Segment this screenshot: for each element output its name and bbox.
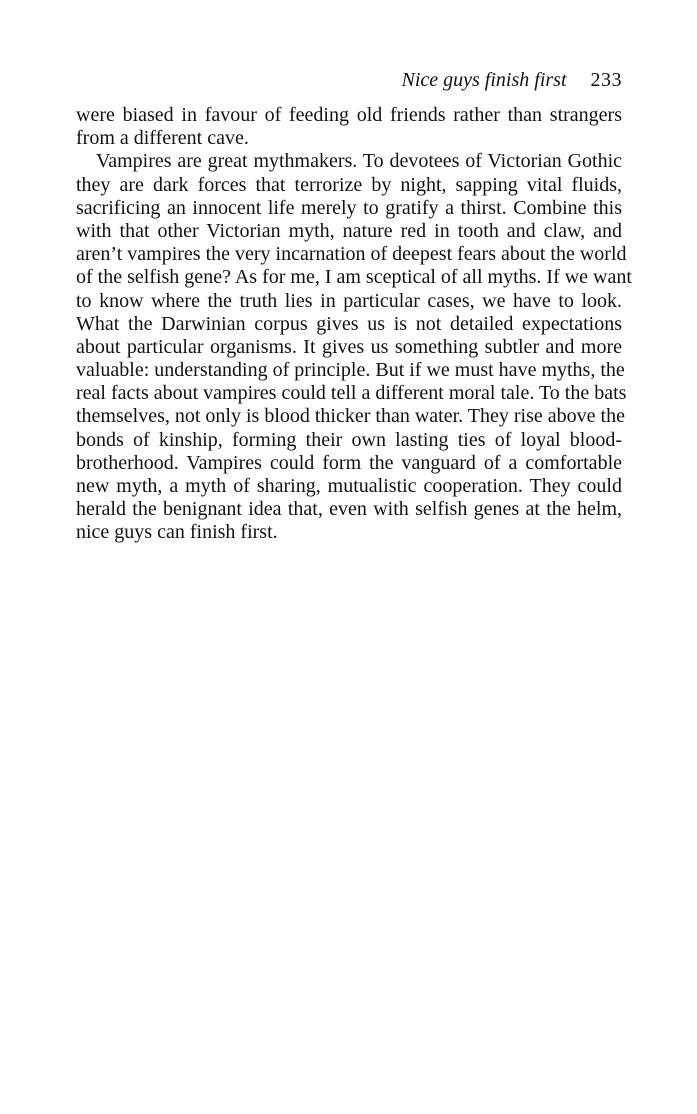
text-line: of the selfish gene? As for me, I am sceptical of all myths. If we want xyxy=(76,266,632,289)
text-line: themselves, not only is blood thicker than water. They rise above the xyxy=(76,405,625,428)
paragraph xyxy=(76,104,622,150)
running-header xyxy=(76,68,622,92)
text-line: real facts about vampires could tell a different moral tale. To the bats xyxy=(76,382,627,405)
text-line: Vampires are great mythmakers. To devotees of Victorian Gothic xyxy=(96,150,622,173)
body-text xyxy=(76,104,632,545)
text-line: valuable: understanding of principle. But if we must have myths, the xyxy=(76,359,625,382)
running-title: Nice guys finish first xyxy=(401,69,567,91)
text-line: bonds of kinship, forming their own lasting ties of loyal blood- xyxy=(76,428,622,451)
text-line: What the Darwinian corpus gives us is not detailed expectations xyxy=(76,312,622,335)
paragraph xyxy=(76,150,632,544)
text-line: new myth, a myth of sharing, mutualistic cooperation. They could xyxy=(76,475,622,497)
text-line: were biased in favour of feeding old friends rather than strangers xyxy=(76,104,622,126)
page-number: 233 xyxy=(590,69,622,91)
text-line: brotherhood. Vampires could form the vanguard of a comfortable xyxy=(76,451,622,474)
text-line: about particular organisms. It gives us something subtler and more xyxy=(76,335,622,358)
text-line: aren’t vampires the very incarnation of deepest fears about the world xyxy=(76,243,627,266)
text-line: sacrificing an innocent life merely to gratify a thirst. Combine this xyxy=(76,196,622,219)
text-line: nice guys can finish first. xyxy=(76,521,278,544)
text-line: with that other Victorian myth, nature red in tooth and claw, and xyxy=(76,219,622,242)
text-line: herald the benignant idea that, even with selfish genes at the helm, xyxy=(76,498,622,521)
text-line: from a different cave. xyxy=(76,127,249,150)
text-line: to know where the truth lies in particular cases, we have to look. xyxy=(76,289,622,312)
text-line: they are dark forces that terrorize by night, sapping vital fluids, xyxy=(76,173,622,196)
